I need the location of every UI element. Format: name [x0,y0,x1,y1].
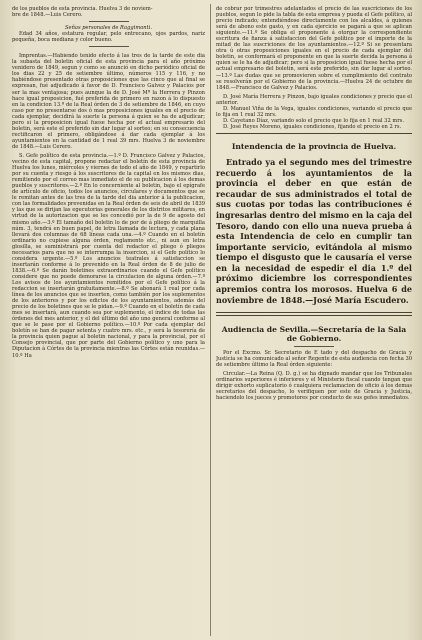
imprentas-paragraph: Imprentas.—Habiendo tenido efecto á las tres de la tarde de este dia la subasta del boletin oficial de esta provincia para el año próximo venidero de 1849, segun y como se anunció en dicho periódico oficial de los dias 22 y 25 de setiembre último, números 115 y 116, y no habiéndose presentado otras proposiciones que las cinco que al final se expresan, fué adjudicado á favor de D. Francisco Galvez y Palacios por ser la mas ventajosa; pues aunque la de D. José Mª la Herrera y Pinzon hace igual proposicion, fué preferida de primero en razon á lo dispuesto en la condicion 13.ª de la Real órden de 3 de setiembre de 1846, en cuyo caso por no presentarse dos ó mas proposiciones iguales en el precio de cada ejemplar, decidirá la suerte la persona á quien se ha de adjudicar; pero si la proposicion igual fuese hecha por el actual empresario del boletin, será este el preferido sin dar lugar al sorteo; en su consecuencia rectificaron el primero, obligándose á dar cada ejemplar á los ayuntamientos en la cantidad de 1 real 39 mrs. Huelva 3 de noviembre de 1848.—Luis Cerero. [12,53,205,150]
audiencia-title: Audiencia de Sevilla.—Secretaría de la Sala de Gobierno. [221,324,407,343]
bid-1: D. José María Herrera y Pinzon, bajo iguales condiciones y precio que el anterior. [216,93,412,106]
intendencia-notice: Entrado ya el segundo mes del trimestre recuerdo á los ayuntamientos de la provincia el deber en que están de recaudar de sus administrados el total de sus cuotas por todas las contribuciones é ingresarlas dentro del mismo en la caja del Tesoro, dando con ello una nueva prueba á esta Intendencia de celo en cumplir tan importante servicio, evitándola al mismo tiempo el disgusto que le causaría el verse en la necesidad de espedir el dia 1.º del próximo diciembre los correspondientes apremios contra los morosos. Huelva 6 de noviembre de 1848.—José María Escudero. [216,156,412,305]
right-column [216,6,412,636]
section-divider [216,133,412,134]
senas-title: Señas personales de Raggimonti. [65,25,152,32]
bid-4: D. José Reyes Moreno, iguales condiciones, fijando el precio en 2 rs. [223,123,402,130]
top-line-2: bre de 1848.—Luis Cerero. [12,12,83,19]
bid-3: D. Cayetano Díaz, variando solo el precio que lo fija en 1 real 32 mrs. [223,117,404,124]
column-divider [210,4,211,636]
right-top-text: de cobrar por trimestres adelantados el precio de las suscriciones de los pueblos, segun lo pide la tabla de esta empresa y pueda el Gefe político, al precio indicado; entendiéndose directamente con los alcaldes, á quienes será de abono este gasto, y en cada ejercicio se pagará a que se aplican siguiente.—11.º Se obliga el proponente á otorgar la correspondiente escritura de fianza á satisfaccion del Gefe político por el importe de la mitad de las suscriciones de los ayuntamientos.—12.º Si se presentara otra ú otras proposiciones iguales en el precio de cada ejemplar del boletin, se conformará el proponente en que la suerte decida la persona á quien se le ha de adjudicar; pero si la proposicion igual fuese hecha por el actual empresario del boletin, será este preferido, sin dar lugar al sorteo.—13.º Las dudas que se promovieren sobre el cumplimiento del contrato se resolverán por el Gobierno de la provincia.—Huelva 24 de octubre de 1848.—Francisco de Galvez y Palacios. [216,6,412,91]
short-divider-3 [294,346,334,347]
senas-text: Edad 34 años, estatura regular, pelo entrecano, ojos pardos, nariz pequeña, boca mediana y color bueno. [12,31,205,44]
top-line-1: de los pueblos de esta provincia. Huelva 3 de noviem- [12,6,153,12]
double-divider [216,312,412,316]
audiencia-intro: Por el Excmo. Sr. Secretario de E tado y del despacho de Gracia y Justicia se ha comunicado al señor Regente de esta audiencia con fecha 30 de setiembre último la Real órden siguiente: [216,349,412,368]
left-column [12,6,205,636]
short-divider [89,21,129,22]
audiencia-body: Circular.—La Reina (Q. D. g.) se ha dignado mandar que los Tribunales ordinarios superiores é inferiores y el Ministerio fiscal cuando tengan que dirigir exhorto suplicatorio ó cualquiera reclamacion de oficio á los demas secretarios del despacho, lo verifiquen por este de Gracia y Justicia, haciendolo los jueces y promotores por conducto de sus gefes inmediatos. [216,370,412,402]
bid-2: D. Manuel Viña de la Vega, iguales condiciones, variando el precio que lo fija en 1 real 32 mrs. [216,105,412,118]
short-divider-2 [89,46,129,47]
pliego-paragraph: S. Gefe político de esta provincia.—1.º D. Francisco Galvez y Palacios, vecino de esta capital, propone redactar el boletín de esta provincia de Huelva los lunes, miércoles y viernes de todo el año de 1849, y repartirlo por su cuenta y riesgo á los suscritores de la capital en los mismos dias, remitiendo por el correo mas inmediato el de su publicacion á los demas pueblos y suscritores.—2.º En lo concerniente al boletin, bajo el epígrafe de artículo de oficio, todos los anuncios, circulares y documentos que se le remitan antes de las tres de la tarde del dia anterior á la publicacion, con las formalidades prevenidas en la Real órden de seis de abril de 1839 y las que se dirijan las egecutorias generales de los distritos militares, en virtud de la autorizacion que se les concedió por la de 9 de agosto del mismo año.—3.º El tamaño del boletin lo de por de á pliego de marquilla núm. 3, tendrá en buen papel, de letra llamada de lectura, y cada plana llevará dos columnas de 68 líneas cada una.—4.º Cuando en el boletín ordinario no cupiese alguna órden, reglamento etc., ni aun en letra glosilla, se suministrará por cuenta del redactor el pliego ó pliegos necesarios para que no se interrumpa la insercion, si el Gefe político lo considera urgente.—5.º Los anuncios teatrales á satisfaccion se insertarán conforme á lo prevenido en la Real órden de 8 de julio de 1838.—6.º Se darán boletines extraordinarios cuando el Gefe político considere que no puede demorarse la circulacion de alguna órden.—7.º Los avisos de los ayuntamientos remitidos por el Gefe político á la redaccion se insertarán gratuitamente.—8.º Se abonará 1 real por cada línea de los anuncios que se inserten, como también por los suplementos de los anteriores y por los edictos de los ayuntamientos, además del precio de los boletines que se le pidan.—9.º Cuando en el boletín de cada mes se insertará, aun cuando sea por suplemento, el índice de todas las órdenes del mes anterior, y el del último del año uno general conforme al que se le pase por el Gobierno político.—10.º Por cada ejemplar del boletín se han de pagar setenta y cuatro mrs. etc., y será la tesorería de la provincia quien pague al boletin nacional, y para la provincial, por el Consejo provincial, que por parte del Gobierno político y uno para la Diputacion á Córtes de la provincia mientras las Córtes están reunidas.—10.º Ha [12,152,205,359]
intendencia-title: Intendencia de la provincia de Huelva. [231,141,397,151]
